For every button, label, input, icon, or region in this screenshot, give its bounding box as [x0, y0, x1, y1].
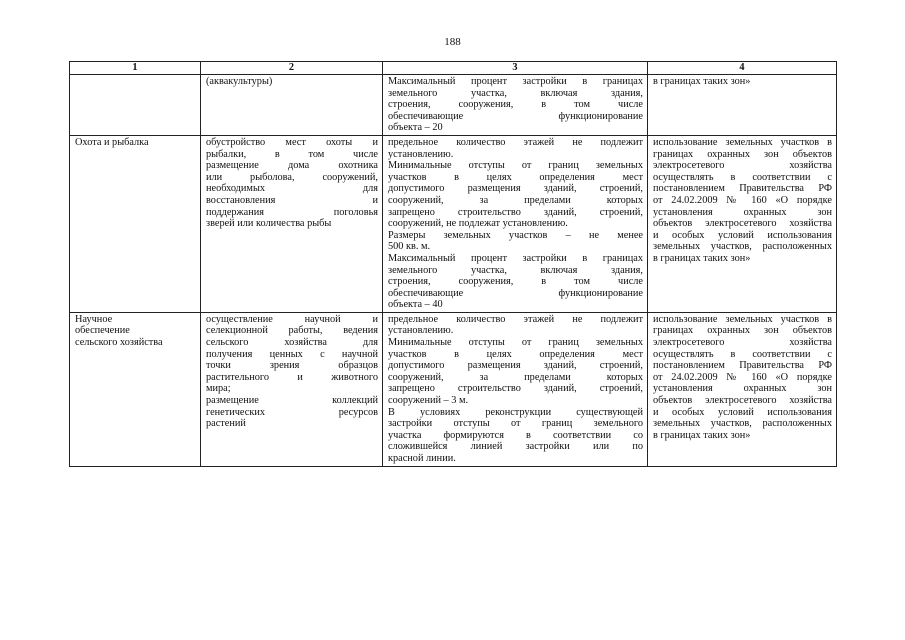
- cell-text-line: размещение дома охотника: [206, 160, 378, 172]
- land-use-type-cell: [70, 135, 201, 312]
- cell-text-line: установлению.: [388, 148, 454, 160]
- cell-text-line: участка формируются в соответствии со: [388, 429, 643, 441]
- cell-text-line: использование земельных участков в: [653, 313, 832, 325]
- cell-text-line: объекта – 40: [388, 299, 443, 311]
- cell-text-line: объекта – 20: [388, 122, 443, 134]
- cell-text-line: зверей или количества рыбы: [206, 218, 332, 230]
- cell-text-line: мира;: [206, 383, 231, 395]
- cell-text-line: в границах таких зон»: [653, 429, 751, 441]
- cell-text-line: предельное количество этажей не подлежит: [388, 136, 643, 148]
- cell-text-line: растений: [206, 418, 246, 430]
- cell-text-line: сельского хозяйства: [75, 337, 163, 349]
- cell-text-line: рыбалки, в том числе: [206, 148, 378, 160]
- cell-text-line: осуществление научной и: [206, 313, 378, 325]
- cell-text-line: размещение коллекций: [206, 395, 378, 407]
- cell-text-line: восстановления и: [206, 194, 378, 206]
- cell-text-line: участков в целях определения мест: [388, 171, 643, 183]
- cell-text-line: земельных участков, расположенных: [653, 241, 832, 253]
- cell-text-line: постановлением Правительства РФ: [653, 183, 832, 195]
- cell-text-line: земельного участка, включая здания,: [388, 264, 643, 276]
- cell-text-line: селекционной работы, ведения: [206, 325, 378, 337]
- cell-text-line: сооружений, за пределами которых: [388, 194, 643, 206]
- column-header: 1: [70, 62, 201, 75]
- column-header: 2: [201, 62, 383, 75]
- cell-text-line: В условиях реконструкции существующей: [388, 406, 643, 418]
- cell-text-line: или рыболова, сооружений,: [206, 171, 378, 183]
- cell-text-line: обустройство мест охоты и: [206, 136, 378, 148]
- cell-text-line: и особых условий использования: [653, 229, 832, 241]
- permitted-use-description-cell: [201, 135, 383, 312]
- cell-text-line: растительного и животного: [206, 371, 378, 383]
- cell-text-line: установлению.: [388, 325, 454, 337]
- table-header-row: [70, 62, 837, 75]
- cell-text-line: Максимальный процент застройки в границах: [388, 76, 643, 87]
- cell-text-line: запрещено строительство зданий, строений,: [388, 206, 643, 218]
- cell-text-line: (аквакультуры): [206, 76, 273, 87]
- cell-text-line: и особых условий использования: [653, 406, 832, 418]
- cell-text-line: сооружений – 3 м.: [388, 395, 469, 407]
- cell-text-line: обеспечивающие функционирование: [388, 110, 643, 122]
- cell-text-line: строения, сооружения, в том числе: [388, 276, 643, 288]
- cell-text-line: земельного участка, включая здания,: [388, 87, 643, 99]
- cell-text-line: в границах таких зон»: [653, 76, 751, 87]
- cell-text-line: запрещено строительство зданий, строений,: [388, 383, 643, 395]
- permitted-use-description-cell: [201, 312, 383, 466]
- cell-text-line: электросетевого хозяйства: [653, 337, 832, 349]
- cell-text-line: использование земельных участков в: [653, 136, 832, 148]
- cell-text-line: допустимого размещения зданий, строений,: [388, 183, 643, 195]
- cell-text-line: обеспечение: [75, 325, 130, 337]
- regulations-table: [69, 61, 837, 467]
- cell-text-line: точки зрения образцов: [206, 360, 378, 372]
- cell-text-line: объектов электросетевого хозяйства: [653, 218, 832, 230]
- parameters-cell: [383, 312, 648, 466]
- cell-text-line: обеспечивающие функционирование: [388, 287, 643, 299]
- cell-text-line: участков в целях определения мест: [388, 348, 643, 360]
- table-row: [70, 135, 837, 312]
- cell-text-line: Максимальный процент застройки в границах: [388, 252, 643, 264]
- cell-text-line: предельное количество этажей не подлежит: [388, 313, 643, 325]
- cell-text-line: Минимальные отступы от границ земельных: [388, 337, 643, 349]
- cell-text-line: объектов электросетевого хозяйства: [653, 395, 832, 407]
- cell-text-line: сельского хозяйства для: [206, 337, 378, 349]
- restrictions-cell: [648, 135, 837, 312]
- cell-text-line: Размеры земельных участков – не менее: [388, 229, 643, 241]
- cell-text-line: сооружений, за пределами которых: [388, 371, 643, 383]
- cell-text-line: электросетевого хозяйства: [653, 160, 832, 172]
- cell-text-line: границах охранных зон объектов: [653, 325, 832, 337]
- column-header: 4: [648, 62, 837, 75]
- parameters-cell: [383, 75, 648, 136]
- cell-text-line: Охота и рыбалка: [75, 136, 149, 148]
- cell-text-line: строения, сооружения, в том числе: [388, 99, 643, 111]
- cell-text-line: установления охранных зон: [653, 383, 832, 395]
- cell-text-line: поддержания поголовья: [206, 206, 378, 218]
- cell-text-line: осуществлять в соответствии с: [653, 171, 832, 183]
- cell-text-line: в границах таких зон»: [653, 252, 751, 264]
- cell-text-line: установления охранных зон: [653, 206, 832, 218]
- land-use-type-cell: [70, 75, 201, 136]
- cell-text-line: получения ценных с научной: [206, 348, 378, 360]
- cell-text-line: Минимальные отступы от границ земельных: [388, 160, 643, 172]
- cell-text-line: постановлением Правительства РФ: [653, 360, 832, 372]
- cell-text-line: необходимых для: [206, 183, 378, 195]
- cell-text-line: от 24.02.2009 № 160 «О порядке: [653, 371, 832, 383]
- cell-text-line: генетических ресурсов: [206, 406, 378, 418]
- permitted-use-description-cell: [201, 75, 383, 136]
- parameters-cell: [383, 135, 648, 312]
- cell-text-line: красной линии.: [388, 453, 456, 464]
- cell-text-line: сложившейся линией застройки или по: [388, 441, 643, 453]
- cell-text-line: застройки отступы от границ земельного: [388, 418, 643, 430]
- restrictions-cell: [648, 75, 837, 136]
- table-row: [70, 312, 837, 466]
- page-number: 188: [444, 36, 461, 48]
- cell-text-line: границах охранных зон объектов: [653, 148, 832, 160]
- table-row: [70, 75, 837, 136]
- cell-text-line: сооружений, не подлежат установлению.: [388, 218, 568, 230]
- cell-text-line: осуществлять в соответствии с: [653, 348, 832, 360]
- cell-text-line: земельных участков, расположенных: [653, 418, 832, 430]
- cell-text-line: Научное: [75, 313, 113, 325]
- restrictions-cell: [648, 312, 837, 466]
- column-header: 3: [383, 62, 648, 75]
- cell-text-line: допустимого размещения зданий, строений,: [388, 360, 643, 372]
- cell-text-line: от 24.02.2009 № 160 «О порядке: [653, 194, 832, 206]
- cell-text-line: 500 кв. м.: [388, 241, 431, 253]
- land-use-type-cell: [70, 312, 201, 466]
